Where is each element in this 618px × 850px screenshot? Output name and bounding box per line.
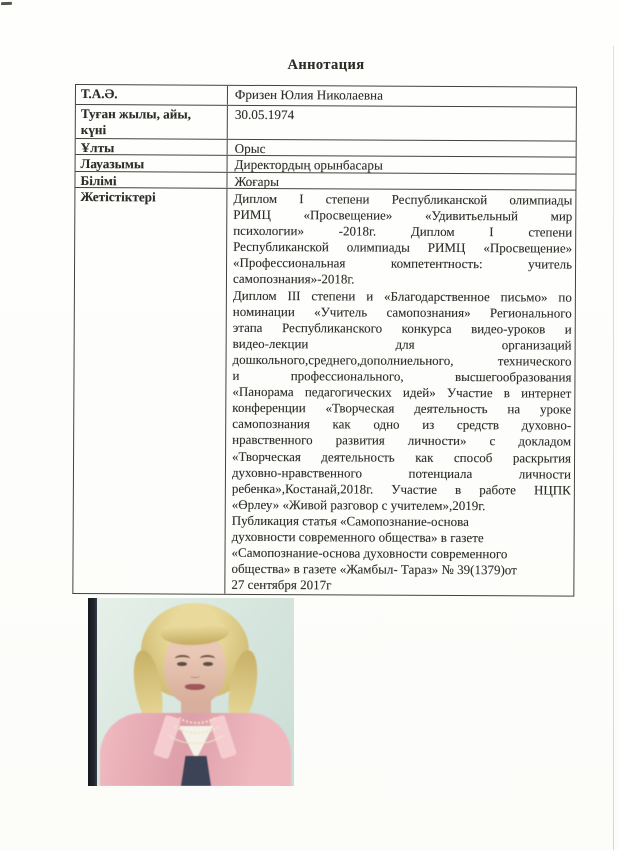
achievement-line: номинации «Учитель самопознания» Регионального — [232, 303, 572, 321]
scan-edge-line — [613, 46, 615, 850]
achievement-line: «Профессиональная компетентность: учитель — [233, 255, 573, 272]
table-row — [73, 188, 575, 596]
achievement-line: Диплом III степени и «Благодарственное письмо» по — [232, 287, 572, 305]
achievement-line: Публикация статья «Самопознание-основа — [231, 512, 469, 529]
row-label-fio: Т.А.Ә. — [76, 85, 228, 105]
portrait-eyebrow-left — [175, 655, 190, 662]
row-value-education: Жоғары — [234, 173, 279, 190]
annotation-table — [72, 84, 577, 597]
photo-dark-edge — [88, 598, 97, 786]
portrait-person — [97, 598, 294, 786]
row-value-nationality: Орыс — [234, 140, 266, 156]
achievement-line: «Самопознание-основа духовности современного — [231, 544, 508, 562]
achievement-line: Диплом I степени Республиканской олимпиады — [233, 190, 573, 208]
achievement-line: этапа Республиканского конкурса видео-уроков и — [232, 319, 572, 337]
photo-background — [97, 598, 294, 786]
achievement-line: и профессионального, высшегообразования — [232, 367, 572, 385]
table-row — [76, 105, 576, 142]
achievements-text — [231, 191, 572, 595]
achievement-line: «Өрлеу» «Живой разговор с учителем»,2019г. — [231, 496, 486, 513]
achievement-line: «Творческая деятельность как способ раскрытия — [232, 448, 572, 466]
achievement-line: общества» в газете «Жамбыл- Тараз» № 39(1379)от — [231, 560, 517, 578]
achievement-line: ребенка»,Костанай,2018г. Участие в работе НЦПК — [231, 480, 571, 498]
table-row — [76, 85, 576, 108]
achievement-line: «Панорама педагогических идей» Участие в интернет — [232, 383, 572, 401]
achievement-line: конференции «Творческая деятельность на уроке — [232, 400, 572, 417]
row-value-birthdate: 30.05.1974 — [234, 106, 295, 123]
achievement-line: дошкольного,среднего,дополниельного, технического — [232, 351, 572, 369]
portrait-lips — [185, 684, 205, 690]
portrait-eyebrow-right — [200, 655, 215, 662]
achievement-line: духовности современного общества» в газете — [231, 528, 484, 546]
row-label-education: Білімі — [75, 172, 227, 188]
portrait-eye-left — [177, 662, 187, 666]
portrait-nose — [190, 672, 200, 678]
achievement-line: 27 сентября 2017г — [231, 577, 332, 593]
portrait-neckline-shadow — [181, 756, 211, 786]
row-value-position: Директордың орынбасары — [234, 156, 383, 173]
achievement-line: самопознания как одно из средств духовно- — [232, 416, 572, 433]
row-label-position: Лауазымы — [76, 155, 228, 172]
document-title: Аннотация — [287, 57, 365, 73]
achievement-line: самопознания»-2018г. — [232, 271, 355, 287]
row-label-achievements: Жетістіктері — [73, 188, 227, 594]
scan-corner-mark — [1, 2, 12, 5]
portrait-eye-right — [203, 662, 213, 666]
achievement-line: психологии» -2018г. Диплом I степени — [233, 223, 573, 240]
achievement-line: видео-лекции для организаций — [232, 335, 572, 353]
portrait-photo — [88, 598, 294, 786]
achievement-line: нравственного развития личности» с докладом — [232, 432, 572, 450]
row-value-fio: Фризен Юлия Николаевна — [234, 86, 384, 103]
achievement-line: духовно-нравственного потенциала личности — [231, 464, 572, 482]
achievements-cell — [225, 189, 575, 596]
achievement-line: РИМЦ «Просвещение» «Удивитьельный мир — [233, 206, 573, 224]
row-label-birthdate: Туған жылы, айы, күні — [76, 105, 228, 139]
row-label-nationality: Ұлты — [76, 139, 228, 155]
achievement-line: Республиканской олимпиады РИМЦ «Просвещение» — [233, 239, 573, 256]
